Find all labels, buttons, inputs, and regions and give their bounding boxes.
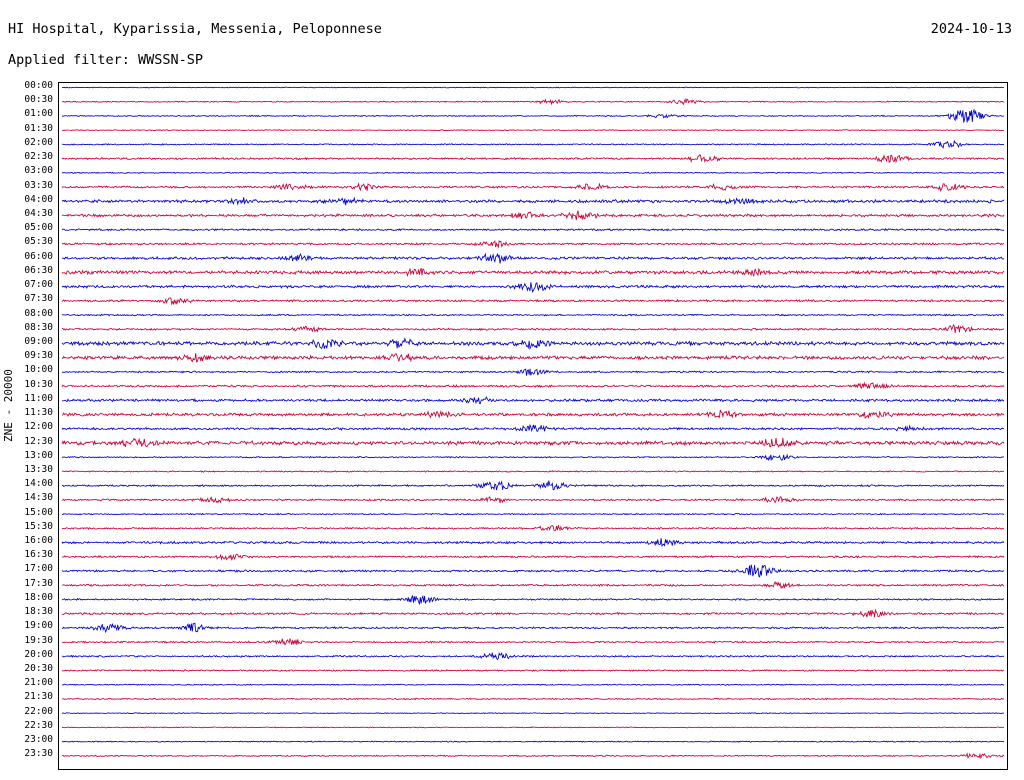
time-tick-label: 21:30 [24, 691, 53, 703]
seismogram-trace [62, 513, 1004, 514]
seismogram-trace [62, 298, 1004, 304]
seismogram-trace [62, 698, 1004, 699]
time-tick-label: 19:00 [24, 620, 53, 632]
time-tick-label: 06:00 [24, 250, 53, 262]
time-tick-label: 06:30 [24, 264, 53, 276]
seismogram-trace [62, 565, 1004, 577]
seismogram-trace [62, 314, 1004, 316]
seismogram-trace [62, 110, 1004, 123]
seismogram-trace [62, 268, 1004, 276]
seismogram-trace [62, 582, 1004, 588]
seismogram-trace [62, 727, 1004, 728]
time-tick-label: 23:00 [24, 734, 53, 746]
seismogram-trace [62, 254, 1004, 263]
seismogram-trace [62, 670, 1004, 672]
time-tick-label: 15:30 [24, 520, 53, 532]
seismogram-trace [62, 282, 1004, 291]
time-tick-label: 22:30 [24, 719, 53, 731]
time-tick-label: 20:00 [24, 648, 53, 660]
time-tick-label: 07:30 [24, 293, 53, 305]
time-tick-label: 19:30 [24, 634, 53, 646]
seismogram-trace [62, 554, 1004, 559]
time-tick-label: 12:30 [24, 435, 53, 447]
time-tick-label: 03:30 [24, 179, 53, 191]
time-tick-label: 12:00 [24, 421, 53, 433]
seismogram-trace [62, 425, 1004, 431]
seismogram-trace [62, 211, 1004, 220]
time-tick-label: 04:00 [24, 193, 53, 205]
seismogram-trace [62, 438, 1004, 447]
seismogram-trace [62, 684, 1004, 685]
seismogram-trace [62, 455, 1004, 460]
seismogram-trace [62, 155, 1004, 163]
time-tick-label: 01:30 [24, 122, 53, 134]
time-tick-label: 18:00 [24, 591, 53, 603]
time-tick-label: 03:00 [24, 165, 53, 177]
seismogram-trace [62, 481, 1004, 490]
time-tick-label: 00:30 [24, 94, 53, 106]
time-tick-label: 10:00 [24, 364, 53, 376]
time-tick-label: 15:00 [24, 506, 53, 518]
seismogram-trace [62, 172, 1004, 173]
date-label: 2024-10-13 [930, 21, 1012, 37]
seismogram-trace [62, 754, 1004, 758]
time-tick-label: 01:00 [24, 108, 53, 120]
time-tick-label: 16:30 [24, 549, 53, 561]
time-tick-label: 21:00 [24, 677, 53, 689]
seismogram-trace [62, 741, 1004, 742]
seismogram-trace [62, 141, 1004, 148]
seismogram-trace [62, 713, 1004, 714]
time-tick-label: 20:30 [24, 663, 53, 675]
time-tick-label: 04:30 [24, 207, 53, 219]
time-tick-label: 02:30 [24, 151, 53, 163]
seismogram-trace [62, 339, 1004, 349]
time-tick-label: 18:30 [24, 606, 53, 618]
y-axis-label-text: ZNE - 20000 [2, 369, 15, 442]
time-tick-label: 13:00 [24, 449, 53, 461]
seismogram-trace [62, 184, 1004, 191]
seismogram-trace [62, 353, 1004, 362]
time-tick-label: 09:00 [24, 335, 53, 347]
time-tick-label: 17:00 [24, 563, 53, 575]
seismogram-trace [62, 130, 1004, 131]
time-tick-label: 02:00 [24, 136, 53, 148]
time-tick-label: 08:30 [24, 321, 53, 333]
seismogram-trace [62, 99, 1004, 104]
seismogram-trace [62, 596, 1004, 604]
seismogram-trace [62, 538, 1004, 546]
helicorder-plot [58, 82, 1008, 770]
time-tick-label: 05:30 [24, 236, 53, 248]
seismogram-trace [62, 526, 1004, 531]
time-tick-label: 14:00 [24, 478, 53, 490]
seismogram-trace [62, 87, 1004, 88]
time-tick-label: 11:00 [24, 392, 53, 404]
seismogram-trace [62, 397, 1004, 403]
time-tick-label: 13:30 [24, 463, 53, 475]
seismogram-trace [62, 369, 1004, 376]
seismogram-trace [62, 623, 1004, 632]
seismogram-trace [62, 497, 1004, 503]
seismogram-trace [62, 197, 1004, 205]
seismogram-trace [62, 471, 1004, 472]
seismogram-trace [62, 639, 1004, 645]
seismogram-trace [62, 325, 1004, 333]
seismogram-trace [62, 610, 1004, 617]
seismogram-trace [62, 229, 1004, 231]
time-tick-label: 09:30 [24, 350, 53, 362]
time-tick-label: 17:30 [24, 577, 53, 589]
trace-layer [58, 82, 1008, 770]
time-tick-label: 10:30 [24, 378, 53, 390]
time-tick-label: 14:30 [24, 492, 53, 504]
seismogram-trace [62, 410, 1004, 418]
time-tick-label: 00:00 [24, 80, 53, 91]
time-tick-label: 16:00 [24, 535, 53, 547]
time-tick-label: 11:30 [24, 407, 53, 419]
time-axis [0, 82, 56, 770]
time-tick-label: 05:00 [24, 222, 53, 234]
filter-label: Applied filter: WWSSN-SP [8, 52, 204, 68]
time-tick-label: 07:00 [24, 279, 53, 291]
time-tick-label: 22:00 [24, 705, 53, 717]
page-title: HI Hospital, Kyparissia, Messenia, Peloponnese [8, 21, 382, 37]
seismogram-trace [62, 653, 1004, 660]
time-tick-label: 08:00 [24, 307, 53, 319]
seismogram-trace [62, 383, 1004, 389]
time-tick-label: 23:30 [24, 748, 53, 760]
header [0, 0, 1024, 76]
seismogram-trace [62, 241, 1004, 247]
